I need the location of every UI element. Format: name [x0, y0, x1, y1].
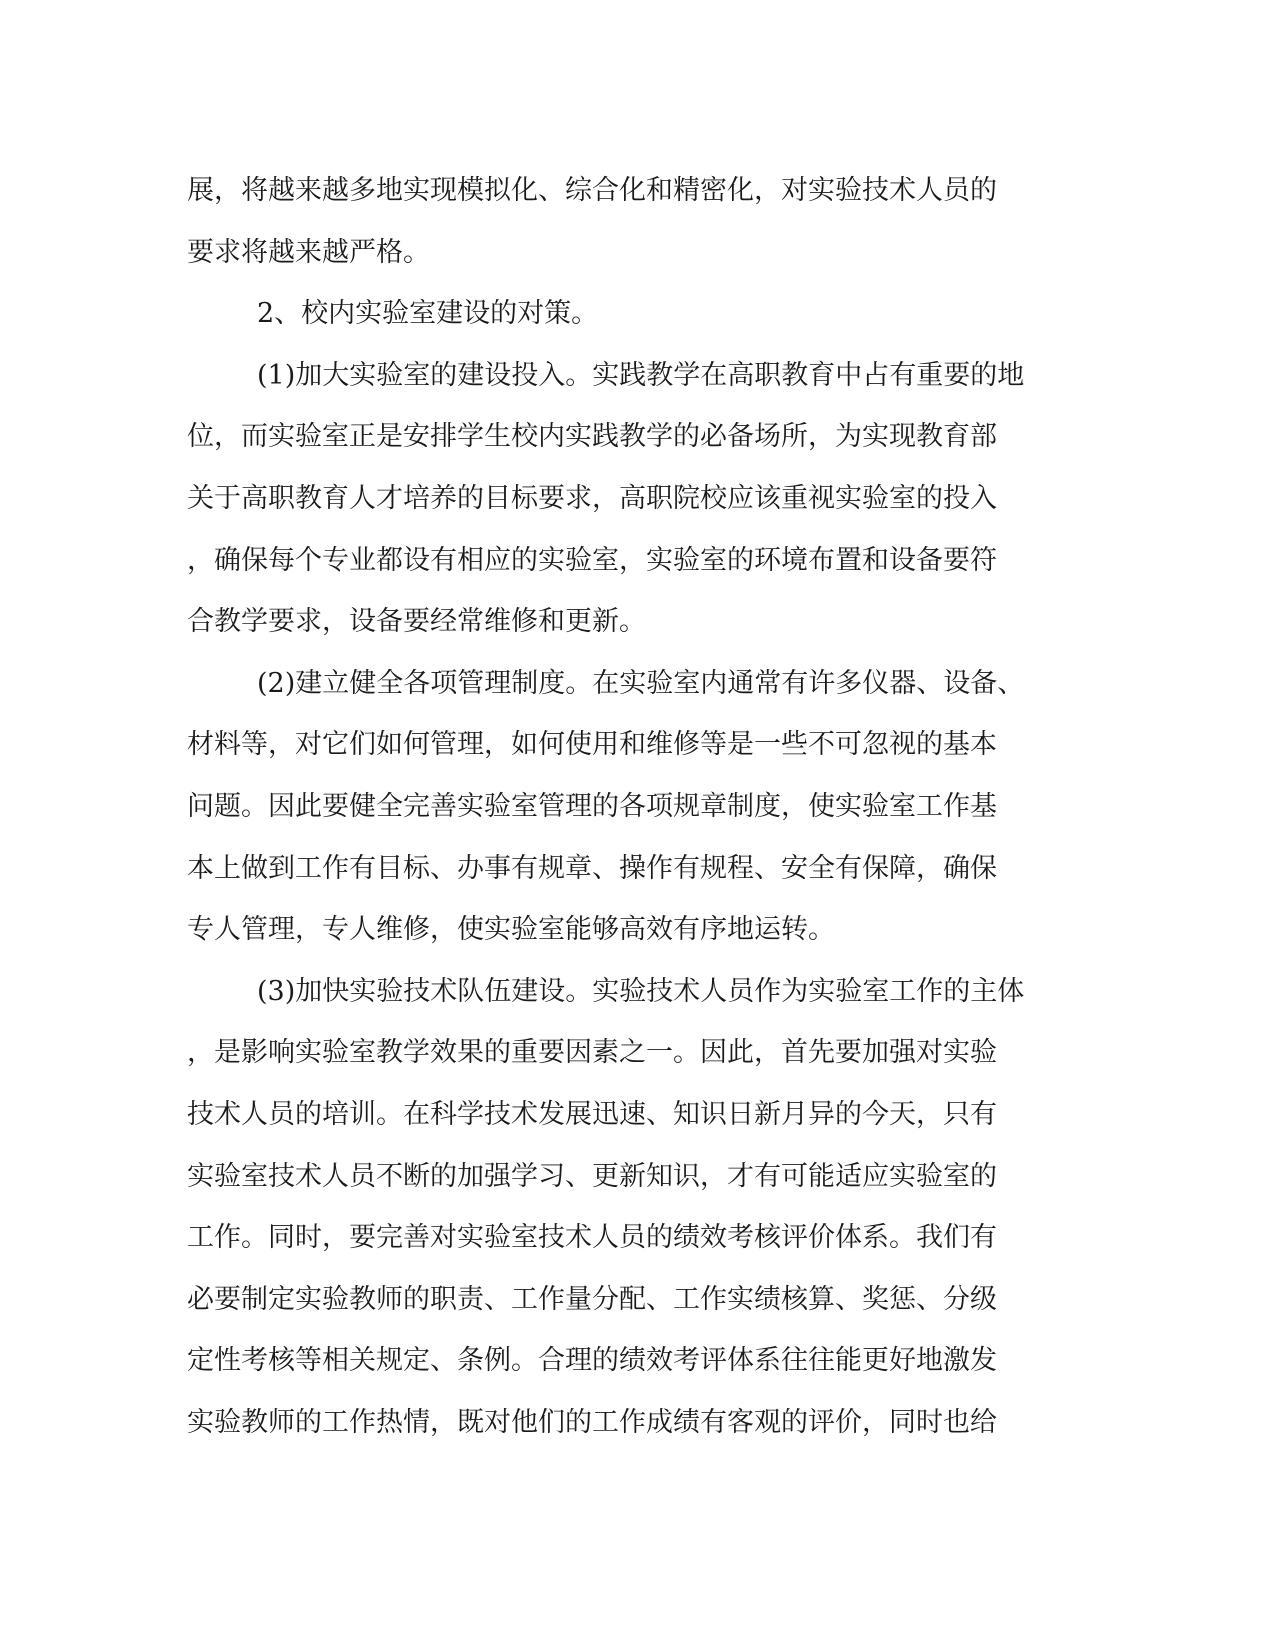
text-line: 定性考核等相关规定、条例。合理的绩效考评体系往往能更好地激发	[187, 1345, 997, 1377]
section-heading: 2、校内实验室建设的对策。	[257, 298, 599, 330]
text-line: 位，而实验室正是安排学生校内实践教学的必备场所，为实现教育部	[187, 421, 997, 453]
body-text	[187, 160, 1087, 1453]
text-line: ，是影响实验室教学效果的重要因素之一。因此，首先要加强对实验	[187, 1037, 997, 1069]
text-line: 本上做到工作有目标、办事有规章、操作有规程、安全有保障，确保	[187, 852, 997, 884]
paragraph-first-line: (3)加快实验技术队伍建设。实验技术人员作为实验室工作的主体	[257, 975, 1025, 1007]
text-line: 要求将越来越严格。	[187, 236, 430, 268]
text-line: 展，将越来越多地实现模拟化、综合化和精密化，对实验技术人员的	[187, 175, 997, 206]
text-line: 合教学要求，设备要经常维修和更新。	[187, 606, 646, 638]
text-line: 技术人员的培训。在科学技术发展迅速、知识日新月异的今天，只有	[187, 1098, 997, 1130]
text-line: 关于高职教育人才培养的目标要求，高职院校应该重视实验室的投入	[187, 482, 997, 514]
text-line: ，确保每个专业都设有相应的实验室，实验室的环境布置和设备要符	[187, 544, 997, 576]
text-line: 实验室技术人员不断的加强学习、更新知识，才有可能适应实验室的	[187, 1160, 997, 1192]
paragraph-first-line: (1)加大实验室的建设投入。实践教学在高职教育中占有重要的地	[257, 359, 1025, 391]
text-line: 工作。同时，要完善对实验室技术人员的绩效考核评价体系。我们有	[187, 1222, 997, 1254]
text-line: 专人管理，专人维修，使实验室能够高效有序地运转。	[187, 914, 835, 946]
text-line: 问题。因此要健全完善实验室管理的各项规章制度，使实验室工作基	[187, 790, 997, 822]
text-line: 材料等，对它们如何管理，如何使用和维修等是一些不可忽视的基本	[187, 729, 997, 761]
paragraph-first-line: (2)建立健全各项管理制度。在实验室内通常有许多仪器、设备、	[257, 667, 1025, 699]
text-line: 实验教师的工作热情，既对他们的工作成绩有客观的评价，同时也给	[187, 1406, 997, 1438]
text-line: 必要制定实验教师的职责、工作量分配、工作实绩核算、奖惩、分级	[187, 1283, 997, 1315]
